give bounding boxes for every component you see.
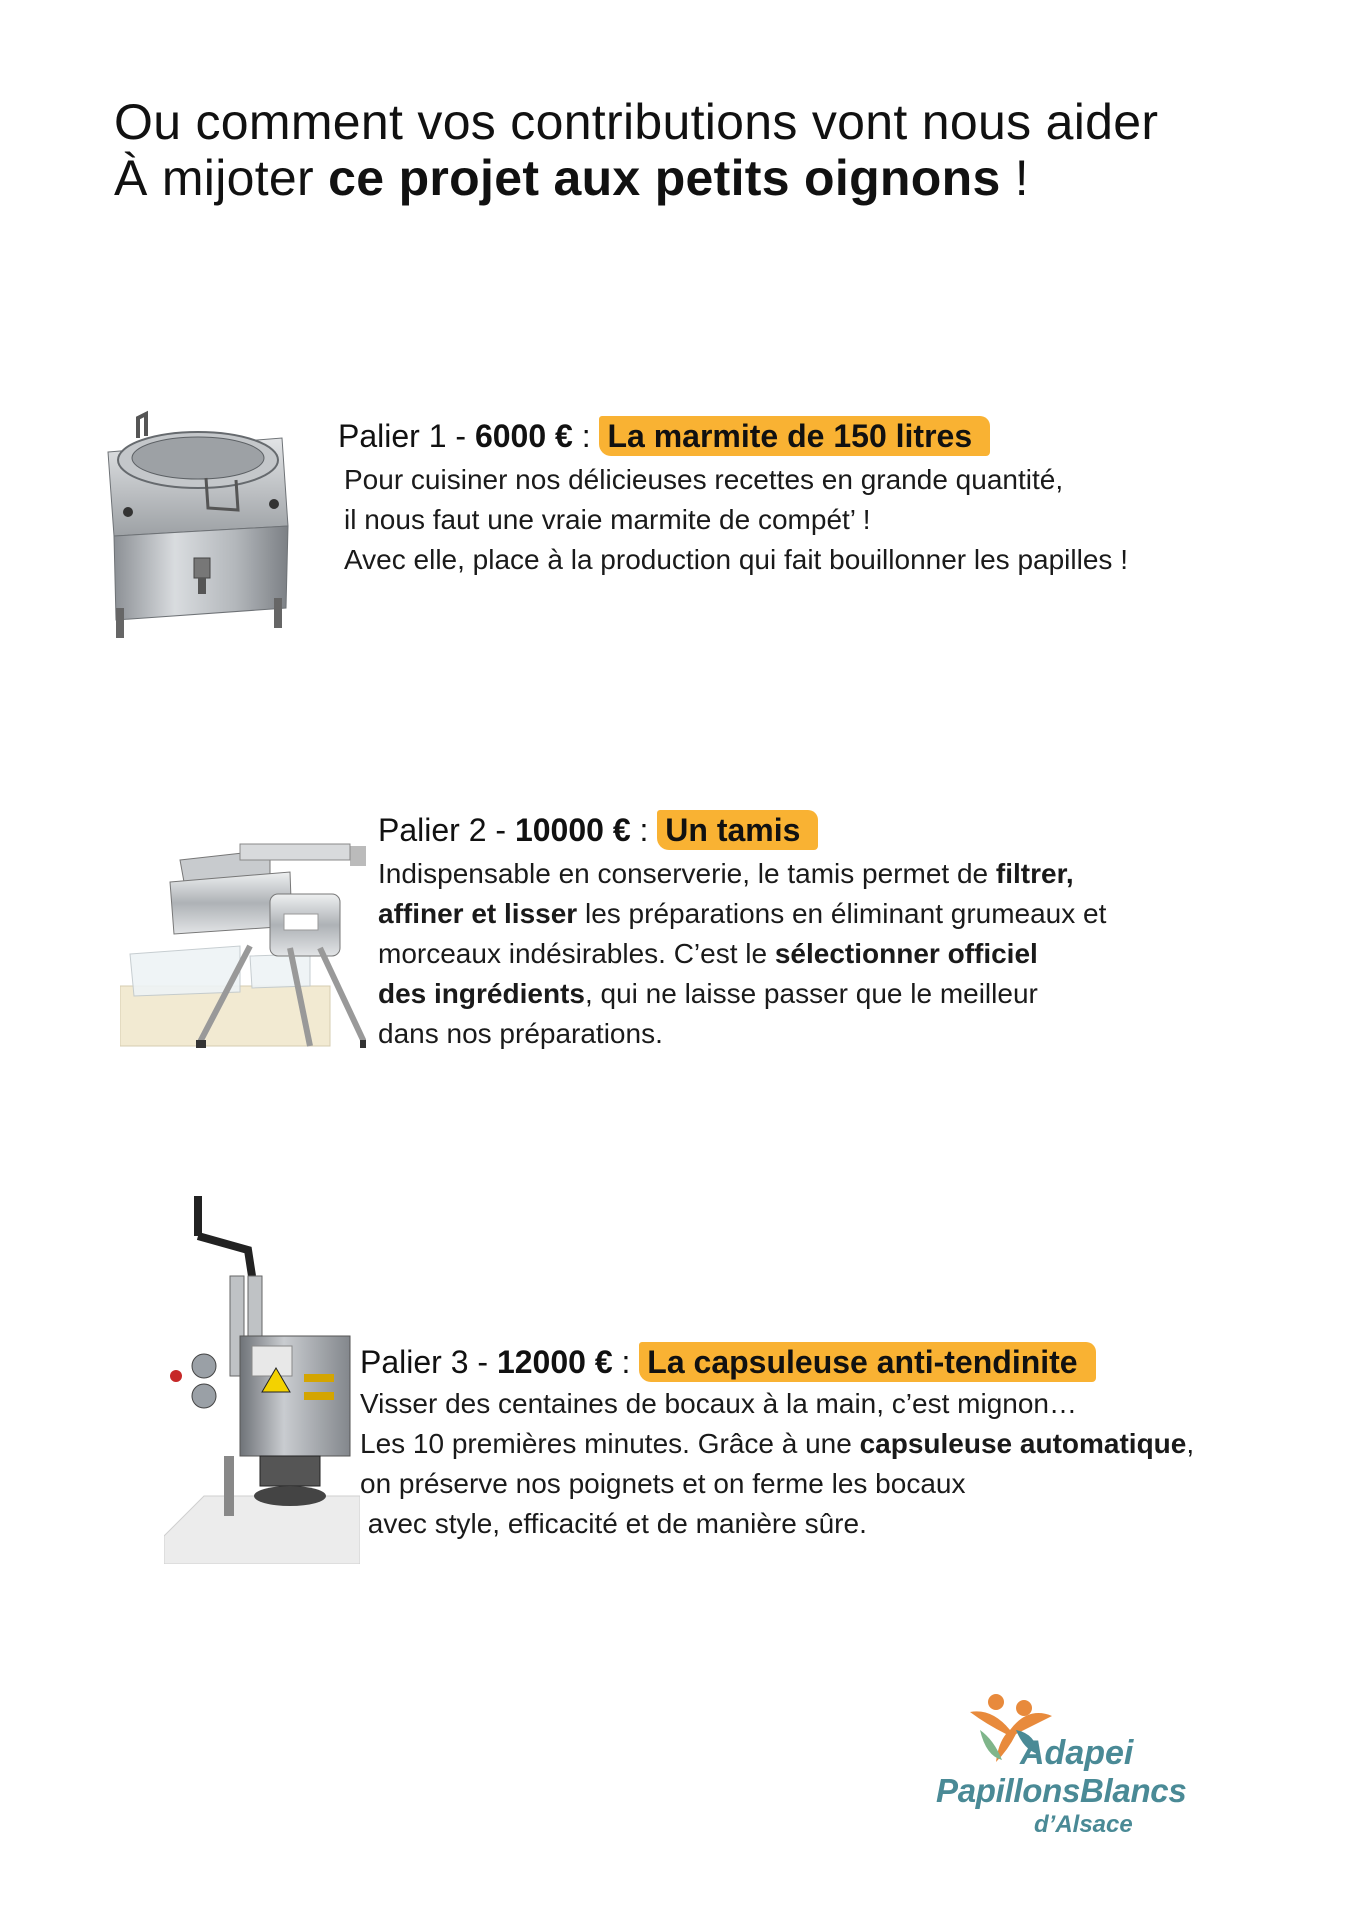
- bold-run: sélectionner officiel: [774, 938, 1038, 969]
- description-line: [378, 894, 1106, 934]
- tier-2: [378, 810, 1106, 1054]
- headline-line-2: [114, 150, 1158, 206]
- text-run: Les 10 premières minutes. Grâce à une: [360, 1428, 860, 1459]
- bold-run: filtrer,: [995, 858, 1074, 889]
- text-run: Indispensable en conserverie, le tamis permet de: [378, 858, 996, 889]
- tier-1-title: [338, 416, 1128, 456]
- tier-3-description: [360, 1384, 1194, 1544]
- description-line: Visser des centaines de bocaux à la main, c’est mignon…: [360, 1388, 1077, 1419]
- text-run: , qui ne laisse passer que le meilleur: [584, 978, 1038, 1009]
- description-line: [360, 1424, 1194, 1464]
- sieve-machine-image: [120, 836, 366, 1058]
- tier-amount: 6000 €: [474, 418, 573, 454]
- tier-highlight: La capsuleuse anti-tendinite: [639, 1342, 1095, 1382]
- tier-amount: 12000 €: [496, 1344, 613, 1380]
- description-line: [378, 974, 1106, 1014]
- tier-2-title: [378, 810, 1106, 850]
- logo-adapei: Adapei: [1020, 1734, 1134, 1772]
- description-line: il nous faut une vraie marmite de compét’ !: [344, 504, 871, 535]
- text-run: dans nos préparations.: [378, 1018, 663, 1049]
- description-line: Pour cuisiner nos délicieuses recettes en grande quantité,: [344, 464, 1064, 495]
- headline-bold: ce projet aux petits oignons: [328, 150, 1001, 206]
- tier-1: [338, 416, 1128, 580]
- bold-run: capsuleuse automatique: [859, 1428, 1187, 1459]
- headline-line-1: Ou comment vos contributions vont nous aider: [114, 94, 1159, 150]
- tier-2-description: [378, 854, 1106, 1054]
- tier-separator: :: [612, 1344, 640, 1380]
- description-line: avec style, efficacité et de manière sûre.: [360, 1508, 867, 1539]
- tier-3: [360, 1342, 1194, 1544]
- tier-label: Palier 1 -: [338, 418, 475, 454]
- capping-machine-image: [164, 1196, 360, 1564]
- logo-papillons-blancs: PapillonsBlancs: [936, 1772, 1187, 1809]
- tier-separator: :: [630, 812, 658, 848]
- tier-3-title: [360, 1342, 1194, 1382]
- headline-suffix: !: [1000, 150, 1029, 206]
- tier-1-description: [344, 460, 1128, 580]
- bold-run: affiner et lisser: [378, 898, 578, 929]
- page-headline: [114, 94, 1158, 206]
- tier-separator: :: [572, 418, 600, 454]
- description-line: [378, 934, 1106, 974]
- tier-highlight: La marmite de 150 litres: [599, 416, 990, 456]
- headline-prefix: À mijoter: [114, 150, 329, 206]
- text-run: les préparations en éliminant grumeaux et: [577, 898, 1107, 929]
- tier-amount: 10000 €: [514, 812, 631, 848]
- bold-run: des ingrédients: [378, 978, 585, 1009]
- tier-label: Palier 3 -: [360, 1344, 497, 1380]
- tier-highlight: Un tamis: [657, 810, 818, 850]
- description-line: [378, 854, 1106, 894]
- description-line: on préserve nos poignets et on ferme les bocaux: [360, 1468, 966, 1499]
- adapei-logo: [936, 1690, 1266, 1840]
- description-line: [378, 1014, 1106, 1054]
- logo-alsace: d’Alsace: [1034, 1811, 1133, 1838]
- text-run: morceaux indésirables. C’est le: [378, 938, 775, 969]
- description-line: Avec elle, place à la production qui fait bouillonner les papilles !: [344, 544, 1128, 575]
- stock-pot-image: [98, 408, 298, 640]
- text-run: ,: [1186, 1428, 1195, 1459]
- tier-label: Palier 2 -: [378, 812, 515, 848]
